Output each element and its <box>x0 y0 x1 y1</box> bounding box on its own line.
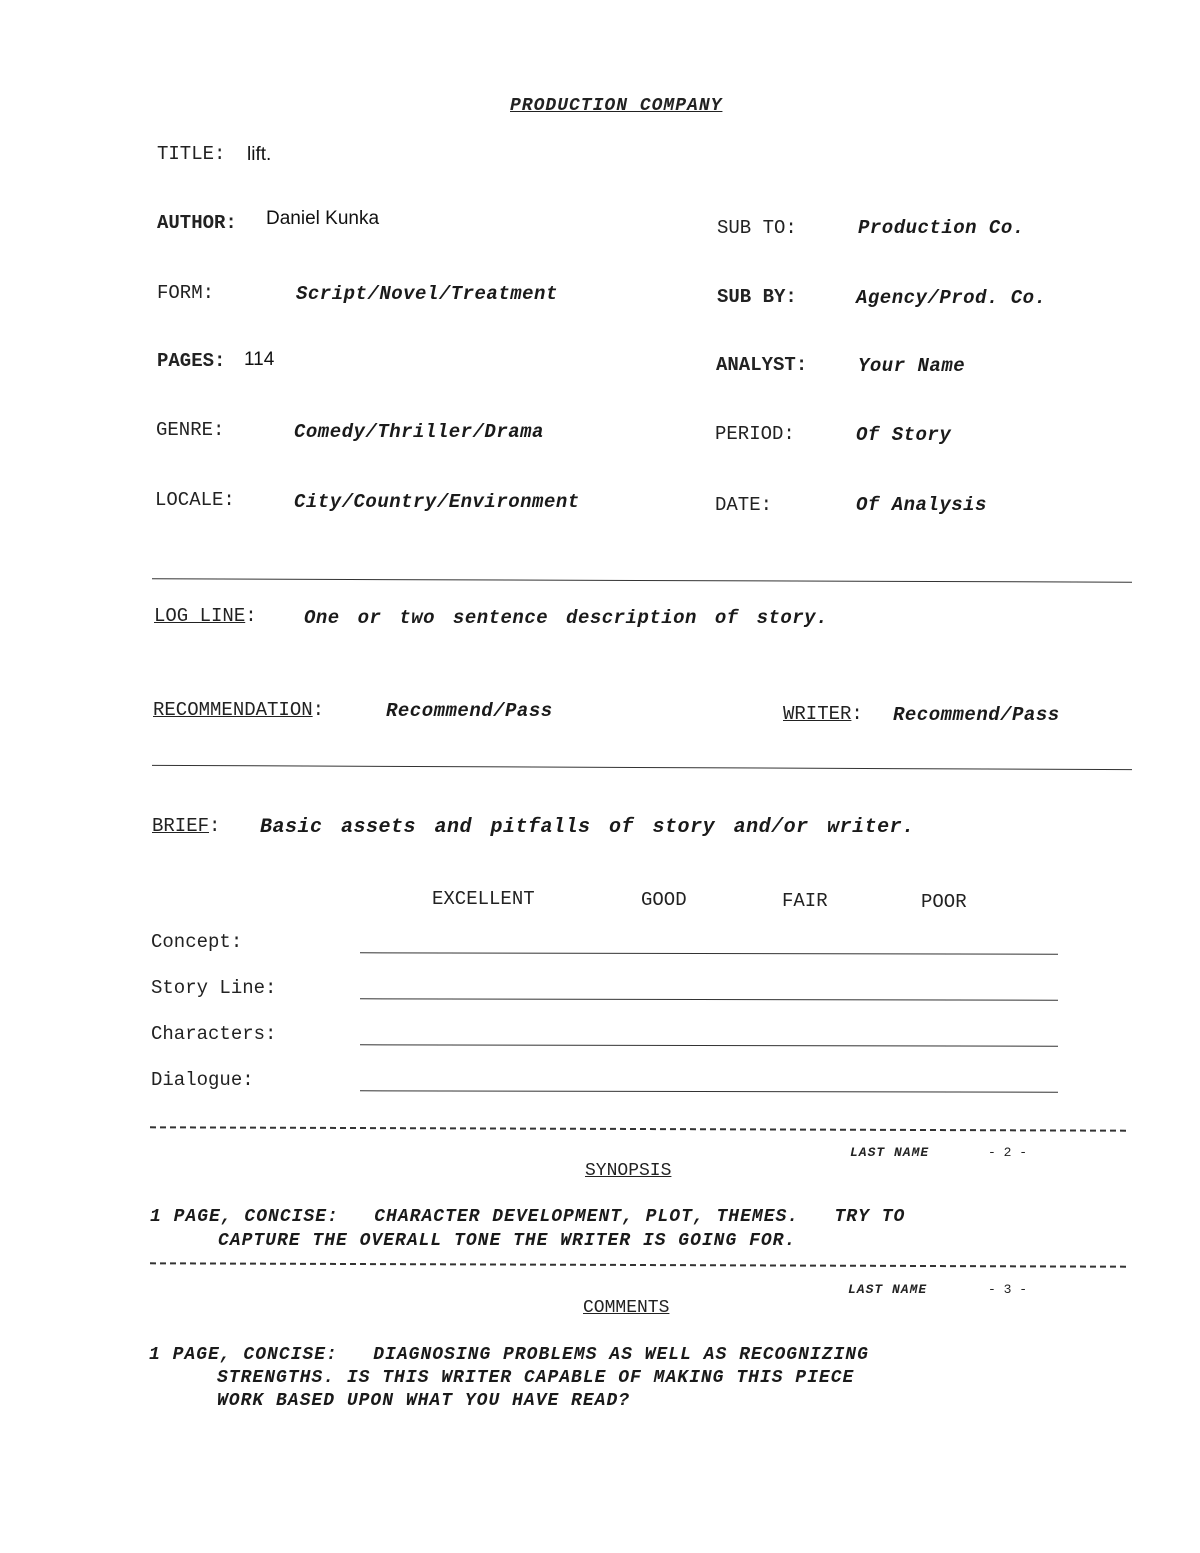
rating-header-poor: POOR <box>921 891 967 913</box>
recommendation-value: Recommend/Pass <box>386 700 553 722</box>
logline-value: One or two sentence description of story. <box>304 607 828 629</box>
comments-line-1: 1 PAGE, CONCISE: DIAGNOSING PROBLEMS AS WELL AS RECOGNIZING <box>149 1345 869 1365</box>
rating-row-label: Dialogue: <box>151 1069 254 1091</box>
rating-row-label: Story Line: <box>151 977 277 999</box>
form-label: FORM: <box>157 282 215 304</box>
page-break-divider <box>150 1126 1126 1131</box>
period-value: Of Story <box>856 424 952 446</box>
rating-header-excellent: EXCELLENT <box>432 888 535 910</box>
subby-label: SUB BY: <box>717 286 797 308</box>
brief-value: Basic assets and pitfalls of story and/or writer. <box>260 816 915 839</box>
date-label: DATE: <box>715 494 773 516</box>
subto-value: Production Co. <box>858 217 1025 239</box>
writer-label-row <box>783 703 863 725</box>
title-value: lift. <box>247 144 272 165</box>
rating-row-label: Concept: <box>151 931 243 953</box>
page-marker-name: LAST NAME <box>848 1282 928 1297</box>
brief-label: BRIEF <box>152 815 210 837</box>
title-label: TITLE: <box>157 143 226 165</box>
synopsis-line-2: CAPTURE THE OVERALL TONE THE WRITER IS GOING FOR. <box>218 1231 797 1251</box>
recommendation-label: RECOMMENDATION <box>153 699 313 721</box>
date-value: Of Analysis <box>856 494 987 516</box>
recommendation-label-row <box>153 699 324 721</box>
comments-heading: COMMENTS <box>583 1298 670 1318</box>
author-value: Daniel Kunka <box>266 208 380 229</box>
analyst-label: ANALYST: <box>716 354 808 376</box>
divider <box>152 578 1132 582</box>
logline-label-row <box>154 605 257 627</box>
writer-label: WRITER <box>783 703 852 725</box>
author-label: AUTHOR: <box>157 212 237 234</box>
rating-line[interactable] <box>360 998 1058 1000</box>
rating-row-label: Characters: <box>151 1023 277 1045</box>
comments-line-2: STRENGTHS. IS THIS WRITER CAPABLE OF MAKING THIS PIECE <box>217 1368 855 1388</box>
brief-colon: : <box>209 815 221 837</box>
rating-header-fair: FAIR <box>782 890 828 912</box>
rating-line[interactable] <box>360 952 1058 954</box>
page-marker-number: - 3 - <box>988 1282 1028 1297</box>
rating-line[interactable] <box>360 1044 1058 1046</box>
genre-value: Comedy/Thriller/Drama <box>294 421 544 443</box>
comments-line-3: WORK BASED UPON WHAT YOU HAVE READ? <box>217 1391 631 1411</box>
page-break-divider <box>150 1262 1126 1267</box>
synopsis-line-1: 1 PAGE, CONCISE: CHARACTER DEVELOPMENT, PLOT, THEMES. TRY TO <box>150 1207 906 1227</box>
rating-header-good: GOOD <box>641 889 687 911</box>
pages-label: PAGES: <box>157 350 226 372</box>
page-marker-number: - 2 - <box>988 1145 1028 1160</box>
locale-value: City/Country/Environment <box>294 491 580 513</box>
logline-colon: : <box>245 605 257 627</box>
recommendation-colon: : <box>312 699 325 721</box>
synopsis-heading: SYNOPSIS <box>585 1161 672 1181</box>
page-title: PRODUCTION COMPANY <box>510 96 723 116</box>
form-value: Script/Novel/Treatment <box>296 283 558 305</box>
rating-line[interactable] <box>360 1090 1058 1092</box>
analyst-value: Your Name <box>858 355 966 377</box>
logline-label: LOG LINE <box>154 605 246 627</box>
brief-label-row <box>152 815 220 837</box>
locale-label: LOCALE: <box>155 489 235 511</box>
page-marker-name: LAST NAME <box>850 1145 930 1160</box>
pages-value: 114 <box>244 349 275 370</box>
writer-colon: : <box>851 703 863 725</box>
divider <box>152 765 1132 770</box>
period-label: PERIOD: <box>715 423 795 445</box>
writer-value: Recommend/Pass <box>893 704 1060 726</box>
subto-label: SUB TO: <box>717 217 797 239</box>
subby-value: Agency/Prod. Co. <box>856 287 1047 309</box>
genre-label: GENRE: <box>156 419 225 441</box>
